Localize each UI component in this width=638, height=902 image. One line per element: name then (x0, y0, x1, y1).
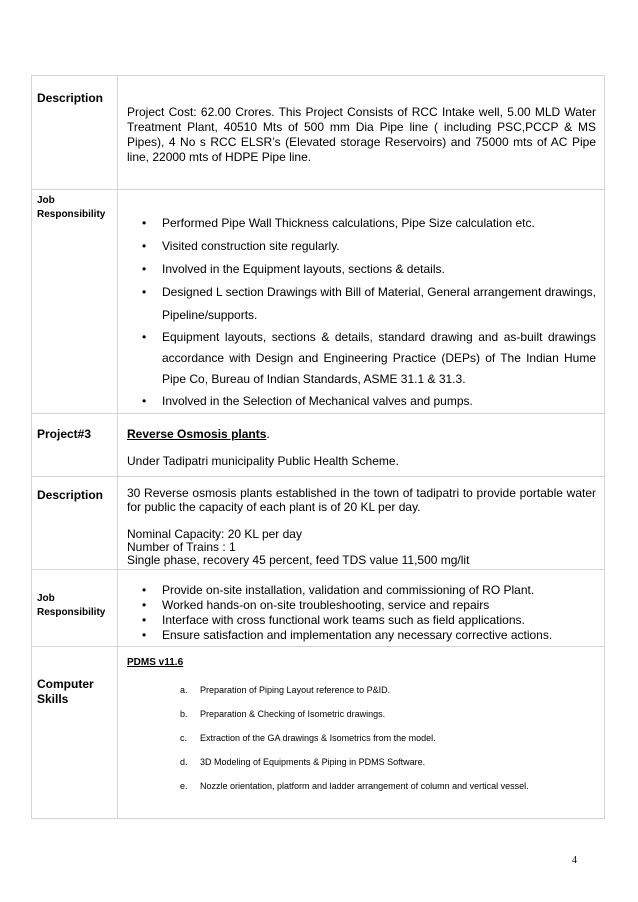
label-cell (32, 190, 118, 414)
row-description-2 (32, 477, 605, 570)
list-item: • Ensure satisfaction and implementation any necessary corrective actions. (138, 628, 596, 643)
spec-line: Number of Trains : 1 (127, 540, 236, 554)
list-marker: d. (180, 757, 188, 767)
list-item: • Involved in the Selection of Mechanical valves and pumps. (138, 390, 596, 413)
content-cell (118, 477, 605, 570)
spec-line: Single phase, recovery 45 percent, feed TDS value 11,500 mg/lit (127, 553, 470, 567)
list-marker: a. (180, 685, 188, 695)
description-label: Description (37, 91, 104, 105)
project-title-suffix: . (266, 427, 270, 441)
project-title-text: Reverse Osmosis plants (127, 427, 267, 441)
responsibility-list (138, 212, 596, 413)
resume-table (31, 75, 605, 819)
software-heading: PDMS v11.6 (127, 657, 184, 668)
list-text: Nozzle orientation, platform and ladder arrangement of column and vertical vessel. (200, 781, 529, 791)
responsibility-list (138, 583, 596, 643)
list-marker: c. (180, 733, 188, 743)
content-cell (118, 414, 605, 477)
list-item (180, 780, 574, 792)
list-item: • Performed Pipe Wall Thickness calculations, Pipe Size calculation etc. (138, 212, 596, 235)
description-label: Description (37, 488, 104, 502)
spec-line: Nominal Capacity: 20 KL per day (127, 527, 302, 541)
row-job-responsibility-1 (32, 190, 605, 414)
list-item: • Equipment layouts, sections & details, standard drawing and as-built drawings accordance with Design and Engineering Practice (DEPs) of The Indian Hume Pipe Co, Bureau of Indian Standards, ASME 31.1 & 31.3. (138, 327, 596, 390)
row-description-1 (32, 76, 605, 190)
label-cell (32, 76, 118, 190)
row-project-3 (32, 414, 605, 477)
label-cell (32, 477, 118, 570)
list-item (180, 732, 574, 744)
skills-list (180, 684, 574, 792)
list-text: 3D Modeling of Equipments & Piping in PDMS Software. (200, 757, 426, 767)
content-cell (118, 647, 605, 819)
content-cell (118, 570, 605, 647)
content-cell (118, 190, 605, 414)
description-text: Project Cost: 62.00 Crores. This Project Consists of RCC Intake well, 5.00 MLD Water Treatment Plant, 40510 Mts of 500 mm Dia Pipe line ( including PSC,PCCP & MS Pipes), 4 No s RCC ELSR’s (Elevated storage Reservoirs) and 75000 mts of AC Pipe line, 22000 mts of HDPE Pipe line. (127, 105, 596, 164)
row-computer-skills (32, 647, 605, 819)
job-responsibility-label: Job Responsibility (37, 593, 106, 618)
label-cell (32, 570, 118, 647)
description-paragraph: 30 Reverse osmosis plants established in the town of tadipatri to provide portable water for public the capacity of each plant is of 20 KL per day. (127, 486, 596, 514)
list-item (180, 708, 574, 720)
list-item: • Worked hands-on on-site troubleshooting, service and repairs (138, 598, 596, 613)
list-item: • Provide on-site installation, validation and commissioning of RO Plant. (138, 583, 596, 598)
content-cell (118, 76, 605, 190)
row-job-responsibility-2 (32, 570, 605, 647)
list-item (180, 756, 574, 768)
list-item: • Interface with cross functional work teams such as field applications. (138, 613, 596, 628)
list-item: • Visited construction site regularly. (138, 235, 596, 258)
label-cell (32, 414, 118, 477)
label-cell (32, 647, 118, 819)
job-responsibility-label: Job Responsibility (37, 195, 106, 220)
page-number: 4 (572, 855, 577, 866)
list-item: • Designed L section Drawings with Bill of Material, General arrangement drawings, Pipeline/supports. (138, 281, 596, 327)
list-text: Extraction of the GA drawings & Isometrics from the model. (200, 733, 436, 743)
list-marker: e. (180, 781, 188, 791)
list-text: Preparation of Piping Layout reference to P&ID. (200, 685, 391, 695)
list-marker: b. (180, 709, 188, 719)
project-title (127, 427, 596, 441)
list-text: Preparation & Checking of Isometric drawings. (200, 709, 386, 719)
list-item: • Involved in the Equipment layouts, sections & details. (138, 258, 596, 281)
project-label: Project#3 (37, 427, 92, 441)
computer-skills-label: Computer Skills (37, 677, 94, 706)
list-item (180, 684, 574, 696)
project-subtitle: Under Tadipatri municipality Public Health Scheme. (127, 454, 399, 468)
